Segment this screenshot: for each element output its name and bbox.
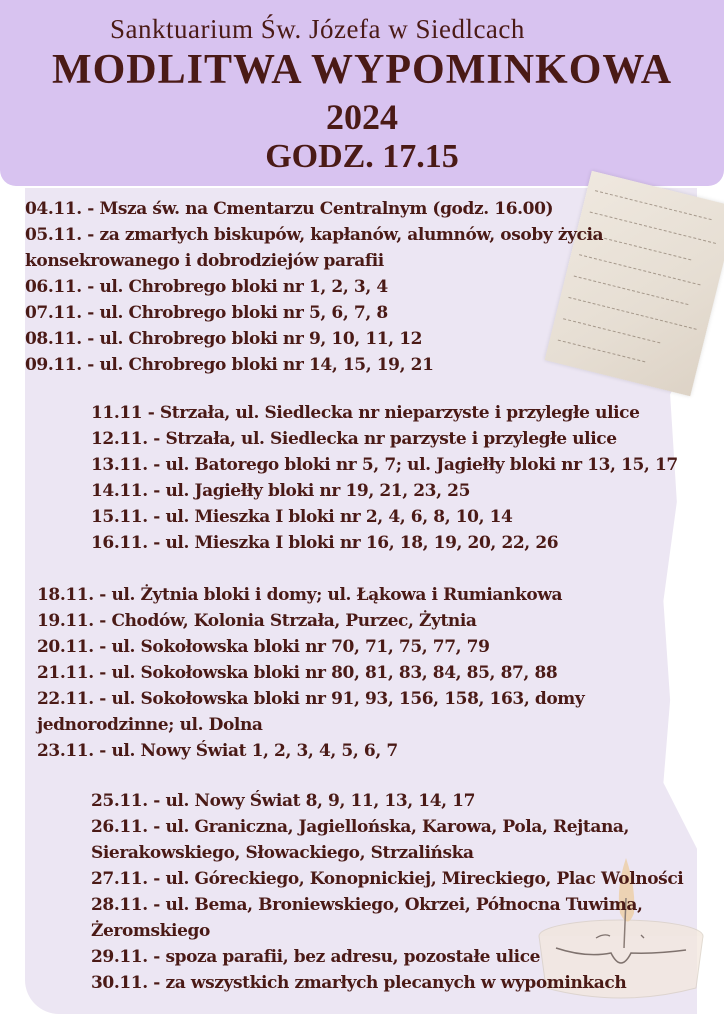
schedule-entry: 19.11. - Chodów, Kolonia Strzała, Purzec, Żytnia xyxy=(37,611,477,631)
schedule-entry: 20.11. - ul. Sokołowska bloki nr 70, 71, 75, 77, 79 xyxy=(37,637,490,657)
schedule-entry: konsekrowanego i dobrodziejów parafii xyxy=(25,251,384,271)
schedule-entry: 30.11. - za wszystkich zmarłych plecanych w wypominkach xyxy=(91,973,627,993)
schedule-entry: jednorodzinne; ul. Dolna xyxy=(37,715,263,735)
year: 2024 xyxy=(326,97,398,137)
schedule-entry: 04.11. - Msza św. na Cmentarzu Centralnym (godz. 16.00) xyxy=(25,199,554,219)
sanctuary-name: Sanktuarium Św. Józefa w Siedlcach xyxy=(110,14,525,44)
schedule-entry: 16.11. - ul. Mieszka I bloki nr 16, 18, 19, 20, 22, 26 xyxy=(91,533,559,553)
schedule-entry: 06.11. - ul. Chrobrego bloki nr 1, 2, 3, 4 xyxy=(25,277,388,297)
page-title: MODLITWA WYPOMINKOWA xyxy=(51,47,673,93)
schedule-entry: 25.11. - ul. Nowy Świat 8, 9, 11, 13, 14, 17 xyxy=(91,791,476,811)
schedule-entry: 11.11 - Strzała, ul. Siedlecka nr nieparzyste i przyległe ulice xyxy=(91,403,640,423)
prayer-hour: GODZ. 17.15 xyxy=(265,138,459,175)
header-banner xyxy=(0,0,724,186)
schedule-entry: 18.11. - ul. Żytnia bloki i domy; ul. Łąkowa i Rumiankowa xyxy=(37,585,563,605)
schedule-entry: 21.11. - ul. Sokołowska bloki nr 80, 81, 83, 84, 85, 87, 88 xyxy=(37,663,558,683)
schedule-entry: 29.11. - spoza parafii, bez adresu, pozostałe ulice xyxy=(91,947,541,967)
schedule-entry: 13.11. - ul. Batorego bloki nr 5, 7; ul. Jagiełły bloki nr 13, 15, 17 xyxy=(91,455,678,475)
schedule-entry: 23.11. - ul. Nowy Świat 1, 2, 3, 4, 5, 6, 7 xyxy=(37,741,398,761)
schedule-entry: 22.11. - ul. Sokołowska bloki nr 91, 93, 156, 158, 163, domy xyxy=(37,689,585,709)
schedule-entry: 07.11. - ul. Chrobrego bloki nr 5, 6, 7, 8 xyxy=(25,303,388,323)
schedule-entry: 26.11. - ul. Graniczna, Jagiellońska, Karowa, Pola, Rejtana, xyxy=(91,817,630,837)
schedule-entry: 28.11. - ul. Bema, Broniewskiego, Okrzei, Północna Tuwima, xyxy=(91,895,643,915)
schedule-entry: 15.11. - ul. Mieszka I bloki nr 2, 4, 6, 8, 10, 14 xyxy=(91,507,513,527)
schedule-entry: 05.11. - za zmarłych biskupów, kapłanów, alumnów, osoby życia xyxy=(25,225,604,245)
schedule-entry: Żeromskiego xyxy=(91,921,210,941)
schedule-entry: Sierakowskiego, Słowackiego, Strzalińska xyxy=(91,843,474,863)
schedule-entry: 08.11. - ul. Chrobrego bloki nr 9, 10, 11, 12 xyxy=(25,329,423,349)
schedule-entry: 09.11. - ul. Chrobrego bloki nr 14, 15, 19, 21 xyxy=(25,355,434,375)
schedule-entry: 12.11. - Strzała, ul. Siedlecka nr parzyste i przyległe ulice xyxy=(91,429,617,449)
schedule-entry: 27.11. - ul. Góreckiego, Konopnickiej, Mireckiego, Plac Wolności xyxy=(91,869,684,889)
schedule-entry: 14.11. - ul. Jagiełły bloki nr 19, 21, 23, 25 xyxy=(91,481,471,501)
